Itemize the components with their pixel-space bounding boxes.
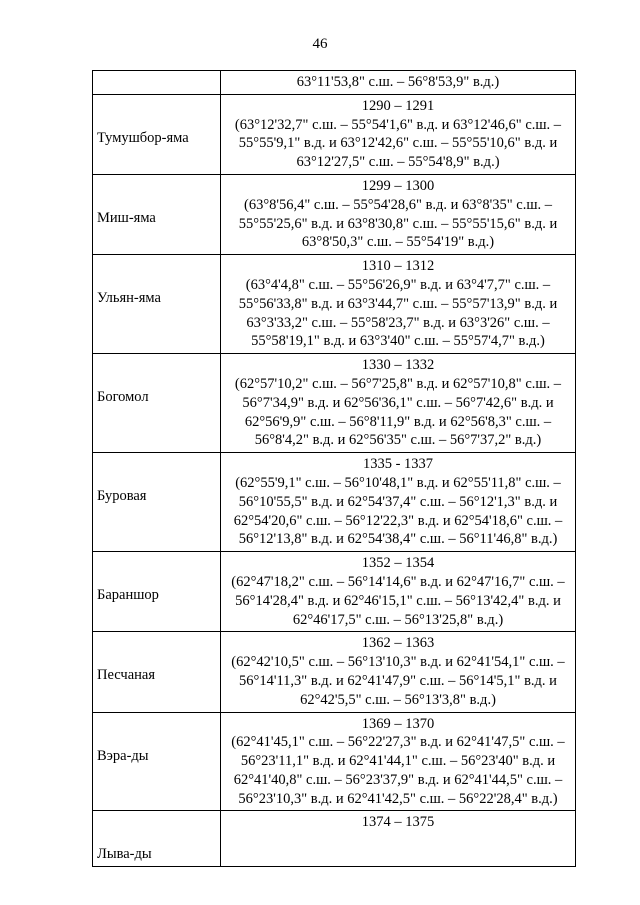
coordinate-line: 62°41'40,8" с.ш. – 56°23'37,9" в.д. и 62°41'44,5" с.ш. – — [233, 771, 563, 788]
coordinate-line: 55°55'25,6" в.д. и 63°8'30,8" с.ш. – 55°55'15,6" в.д. и — [238, 215, 558, 232]
coordinate-line: 56°10'55,5" в.д. и 62°54'37,4" с.ш. – 56°12'1,3" в.д. и — [238, 493, 558, 510]
coordinate-line: 55°58'19,1" в.д. и 63°3'40" с.ш. – 55°57'4,7" в.д.) — [251, 333, 545, 350]
coordinate-line: 56°8'4,2" в.д. и 62°56'35" с.ш. – 56°7'37,2" в.д.) — [254, 432, 542, 449]
coordinate-line: 62°46'17,5" с.ш. – 56°13'25,8" в.д.) — [292, 611, 504, 628]
coordinates-cell — [221, 354, 576, 453]
coordinates-cell — [221, 811, 576, 867]
table-row — [93, 94, 576, 174]
table-row — [93, 712, 576, 811]
river-section-name: Песчаная — [93, 632, 221, 712]
coordinate-line: 63°8'50,3" с.ш. – 55°54'19" в.д.) — [301, 234, 495, 251]
coordinate-line: 62°42'5,5" с.ш. – 56°13'3,8" в.д.) — [300, 691, 496, 708]
km-range: 1290 – 1291 — [361, 97, 435, 114]
table-row — [93, 453, 576, 552]
river-section-name: Миш-яма — [93, 174, 221, 254]
table-body — [93, 71, 576, 867]
coordinates-cell — [221, 71, 576, 95]
coordinates-cell — [221, 712, 576, 811]
km-range: 1299 – 1300 — [361, 177, 435, 194]
river-section-name: Лыва-ды — [93, 811, 221, 867]
coordinate-line: 63°11'53,8" с.ш. – 56°8'53,9" в.д.) — [296, 74, 500, 90]
river-section-name: Буровая — [93, 453, 221, 552]
coordinate-line: 56°7'34,9" в.д. и 62°56'36,1" с.ш. – 56°7'42,6" в.д. и — [242, 394, 554, 411]
coordinates-cell — [221, 94, 576, 174]
coordinate-line: 56°23'11,1" в.д. и 62°41'44,1" с.ш. – 56°23'40" в.д. и — [240, 753, 556, 770]
coordinates-cell — [221, 632, 576, 712]
table-row — [93, 632, 576, 712]
km-range: 1310 – 1312 — [361, 258, 435, 275]
coordinate-line: (63°4'4,8" с.ш. – 55°56'26,9" в.д. и 63°4'7,7" с.ш. – — [245, 276, 551, 293]
coordinate-line: (63°8'56,4" с.ш. – 55°54'28,6" в.д. и 63°8'35" с.ш. – — [243, 196, 552, 213]
coordinate-line: (63°12'32,7" с.ш. – 55°54'1,6" в.д. и 63°12'46,6" с.ш. – — [234, 116, 562, 133]
coordinate-line: (62°47'18,2" с.ш. – 56°14'14,6" в.д. и 62°47'16,7" с.ш. – — [231, 573, 565, 590]
coordinate-line: 56°23'10,3" в.д. и 62°41'42,5" с.ш. – 56°22'28,4" в.д.) — [238, 790, 558, 807]
coordinates-table — [92, 70, 576, 867]
coordinates-cell — [221, 453, 576, 552]
table-row — [93, 71, 576, 95]
coordinate-line: 62°54'20,6" с.ш. – 56°12'22,3" в.д. и 62°54'18,6" с.ш. – — [233, 512, 563, 529]
table-row — [93, 354, 576, 453]
page-number: 46 — [312, 36, 328, 52]
coordinate-line: 63°3'33,2" с.ш. – 55°58'23,7" в.д. и 63°3'26" с.ш. – — [246, 314, 550, 331]
table-row — [93, 811, 576, 867]
coordinate-line: 56°14'11,3" в.д. и 62°41'47,9" с.ш. – 56°14'5,1" в.д. и — [239, 672, 557, 689]
coordinate-line: (62°55'9,1" с.ш. – 56°10'48,1" в.д. и 62°55'11,8" с.ш. – — [235, 474, 561, 491]
km-range: 1362 – 1363 — [361, 635, 435, 652]
coordinates-cell — [221, 255, 576, 354]
coordinate-line: 63°12'27,5" с.ш. – 55°54'8,9" в.д.) — [296, 154, 500, 171]
coordinate-line: 56°12'13,8" в.д. и 62°54'38,4" с.ш. – 56°11'46,8" в.д.) — [238, 531, 558, 548]
river-section-name: Бараншор — [93, 552, 221, 632]
river-section-name — [93, 71, 221, 95]
table-row — [93, 174, 576, 254]
table-row — [93, 552, 576, 632]
river-section-name: Ульян-яма — [93, 255, 221, 354]
river-section-name: Богомол — [93, 354, 221, 453]
coordinates-cell — [221, 552, 576, 632]
coordinate-line: (62°57'10,2" с.ш. – 56°7'25,8" в.д. и 62°57'10,8" с.ш. – — [234, 375, 562, 392]
km-range: 1369 – 1370 — [361, 715, 435, 732]
coordinate-line: 56°14'28,4" в.д. и 62°46'15,1" с.ш. – 56°13'42,4" в.д. и — [235, 592, 561, 609]
coordinate-line: (62°42'10,5" с.ш. – 56°13'10,3" в.д. и 62°41'54,1" с.ш. – — [231, 654, 565, 671]
km-range: 1330 – 1332 — [361, 357, 435, 374]
coordinates-cell — [221, 174, 576, 254]
river-section-name: Вэра-ды — [93, 712, 221, 811]
table-row — [93, 255, 576, 354]
coordinate-line: (62°41'45,1" с.ш. – 56°22'27,3" в.д. и 62°41'47,5" с.ш. – — [231, 734, 565, 751]
km-range: 1374 – 1375 — [361, 814, 435, 831]
river-section-name: Тумушбор-яма — [93, 94, 221, 174]
km-range: 1335 - 1337 — [362, 456, 434, 473]
coordinate-line: 55°55'9,1" в.д. и 63°12'42,6" с.ш. – 55°55'10,6" в.д. и — [238, 135, 558, 152]
coordinate-line: 62°56'9,9" с.ш. – 56°8'11,9" в.д. и 62°56'8,3" с.ш. – — [244, 413, 552, 430]
coordinate-line: 55°56'33,8" в.д. и 63°3'44,7" с.ш. – 55°57'13,9" в.д. и — [238, 295, 558, 312]
km-range: 1352 – 1354 — [361, 555, 435, 572]
